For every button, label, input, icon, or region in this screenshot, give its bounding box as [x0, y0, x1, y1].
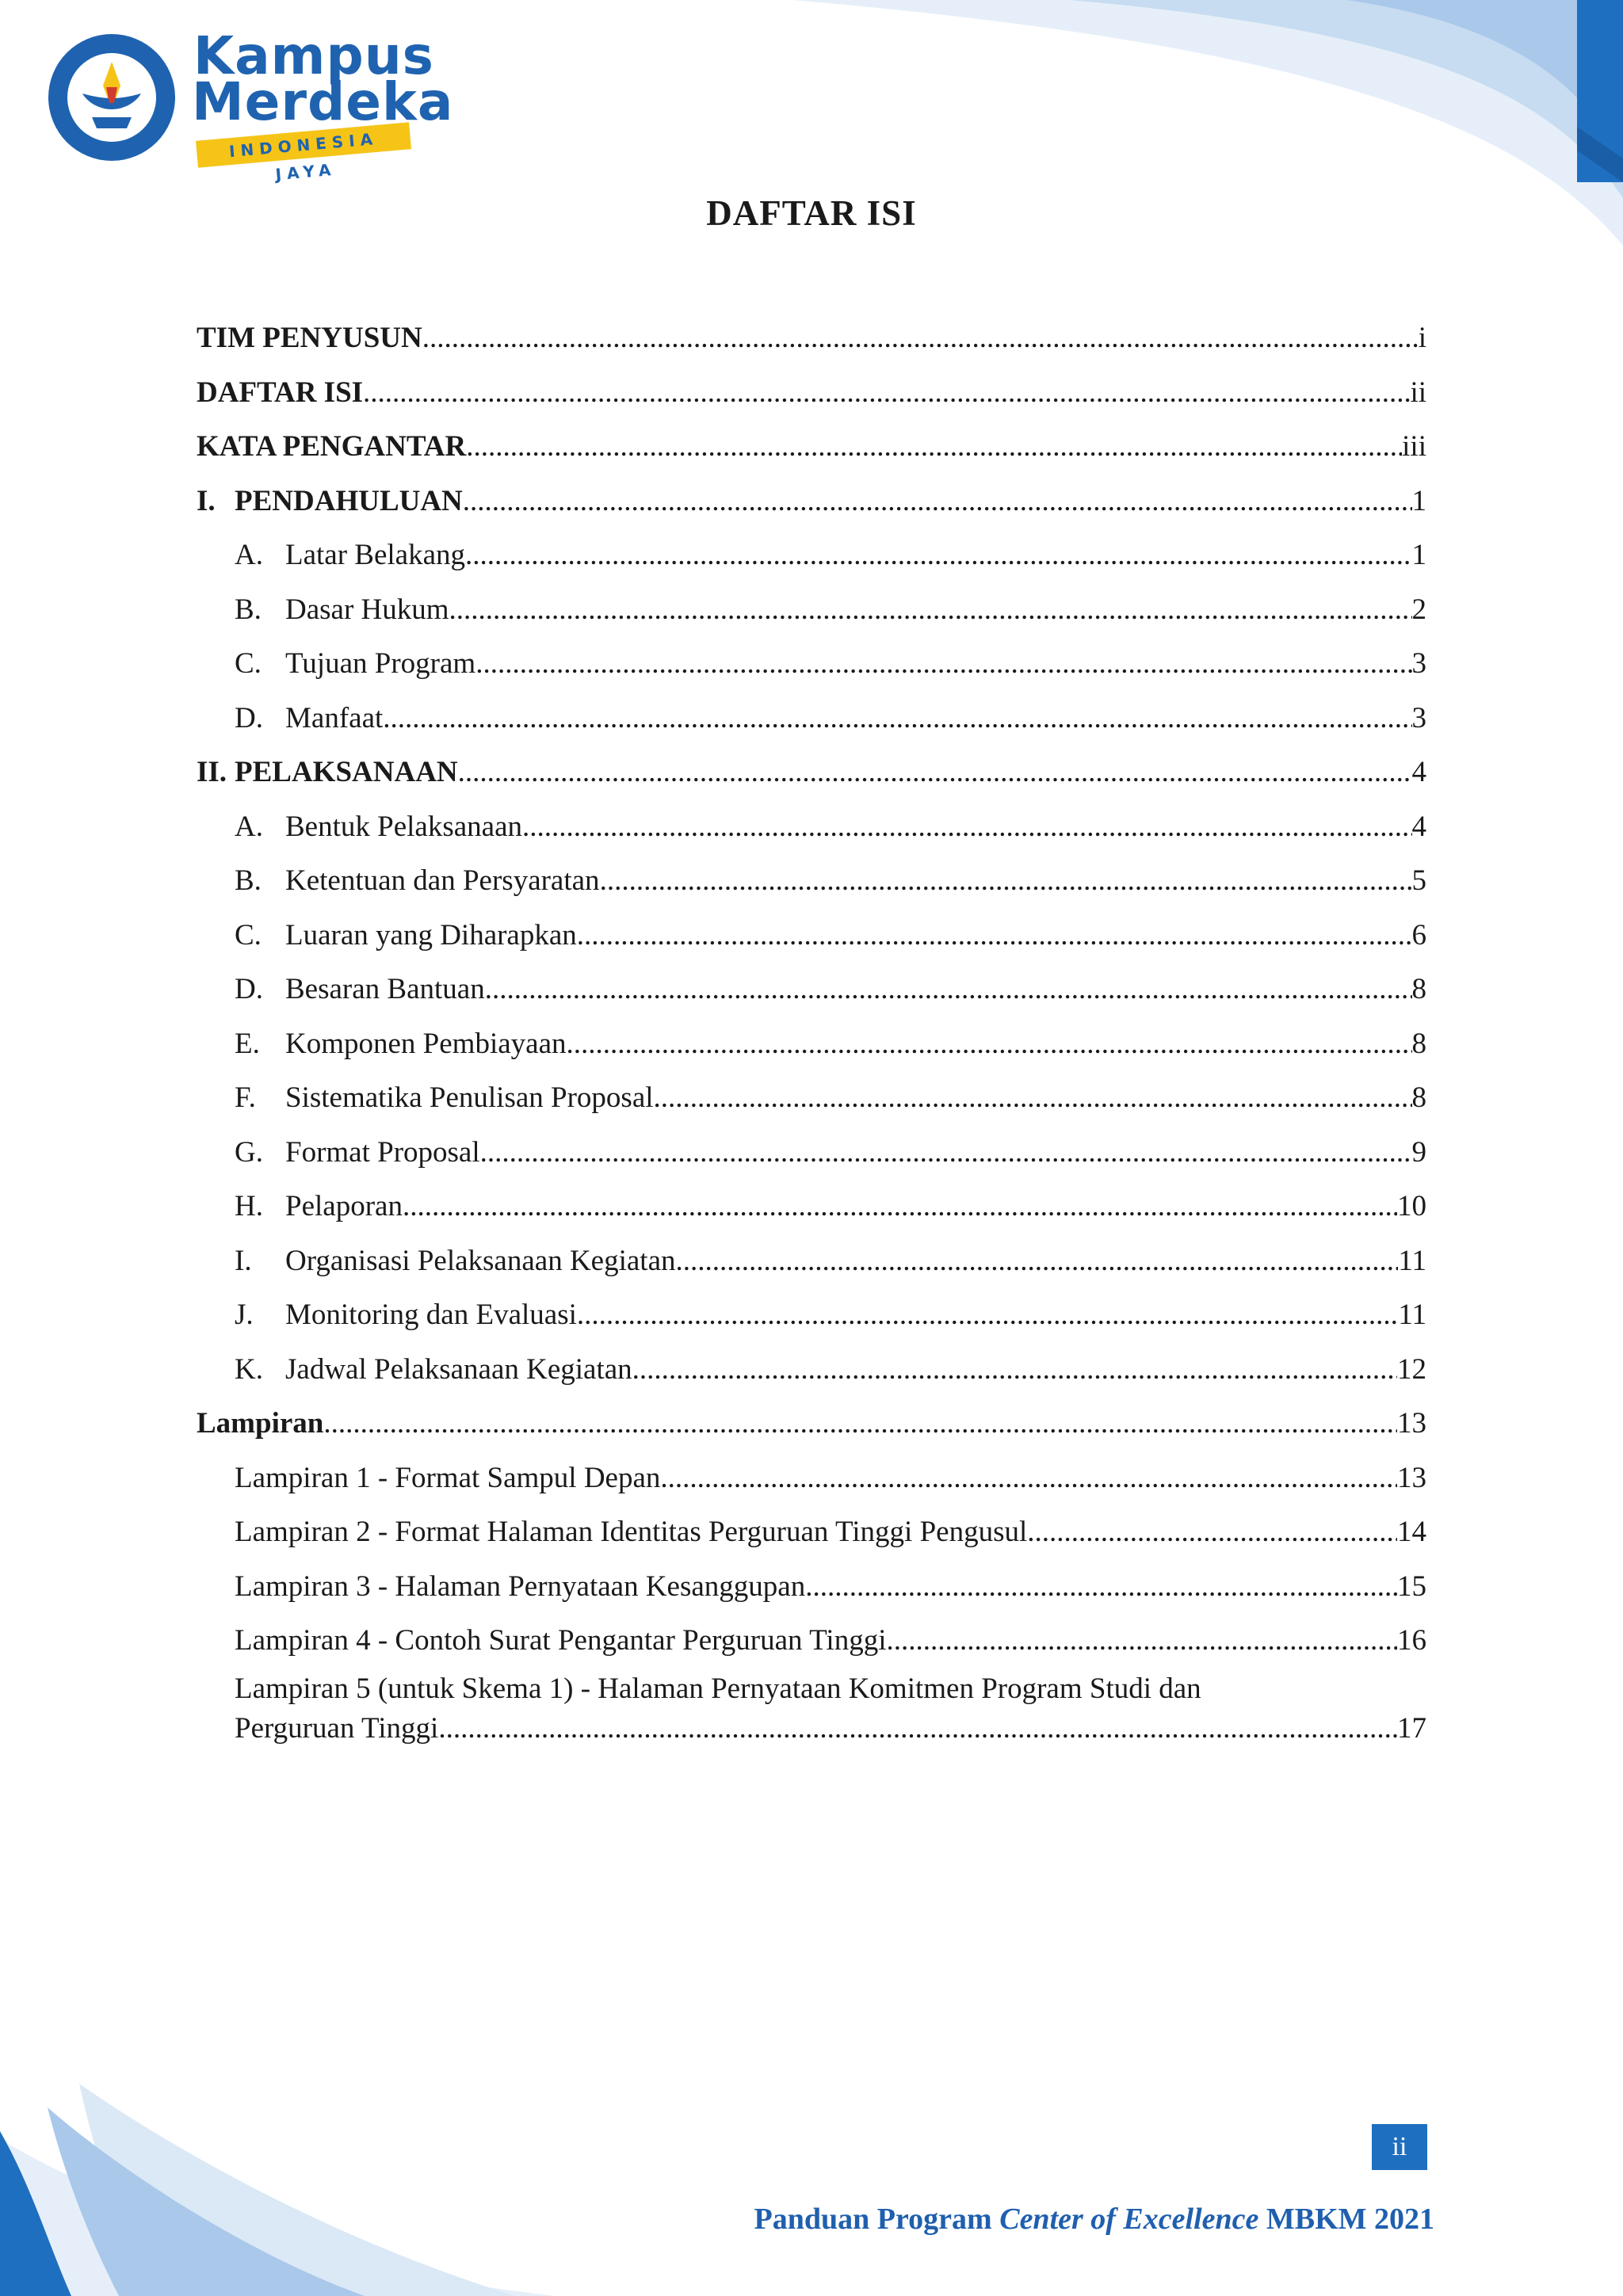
- toc-entry-page: 1: [1411, 539, 1426, 571]
- toc-entry[interactable]: [197, 1026, 1426, 1081]
- toc-entry-title: PELAKSANAAN: [235, 756, 458, 788]
- toc-dot-leader: [660, 1460, 1397, 1497]
- toc-entry[interactable]: [197, 809, 1426, 864]
- toc-entry[interactable]: [197, 1135, 1426, 1189]
- toc-entry-number: I.: [197, 484, 216, 517]
- toc-entry-page: 6: [1411, 918, 1426, 952]
- toc-dot-leader: [323, 1405, 1397, 1442]
- toc-entry-title: Pelaporan: [285, 1190, 403, 1222]
- toc-entry-page: 13: [1397, 1461, 1426, 1494]
- toc-entry-title: Format Proposal: [285, 1135, 480, 1169]
- toc-entry-page: 8: [1411, 1081, 1426, 1114]
- toc-entry-title: Lampiran 1 - Format Sampul Depan: [235, 1461, 661, 1494]
- toc-entry-page: 4: [1411, 810, 1426, 843]
- toc-entry-page: 14: [1397, 1516, 1426, 1548]
- toc-entry[interactable]: [197, 700, 1426, 755]
- toc-entry-page: 13: [1397, 1407, 1426, 1440]
- page-number-badge: ii: [1372, 2124, 1427, 2170]
- toc-dot-leader: [363, 375, 1410, 411]
- toc-entry-number: K.: [235, 1352, 263, 1386]
- logo-title-kampus: Kampus: [193, 25, 434, 86]
- toc-entry-number: A.: [235, 810, 263, 843]
- toc-entry[interactable]: [197, 754, 1426, 809]
- toc-dot-leader: [522, 809, 1412, 845]
- toc-entry-page: 11: [1398, 1244, 1426, 1277]
- toc-dot-leader: [577, 1297, 1398, 1333]
- toc-entry[interactable]: [197, 917, 1426, 972]
- toc-entry-number: G.: [235, 1135, 263, 1169]
- toc-entry-title: Manfaat: [285, 701, 384, 734]
- toc-entry-number: D.: [235, 973, 263, 1005]
- toc-entry-page: ii: [1410, 376, 1426, 409]
- toc-entry-page: 8: [1411, 1027, 1426, 1060]
- toc-entry-title: KATA PENGANTAR: [197, 430, 467, 463]
- toc-entry-page: iii: [1402, 430, 1426, 463]
- toc-entry-title: Latar Belakang: [285, 539, 466, 571]
- toc-entry-title: DAFTAR ISI: [197, 376, 364, 409]
- toc-entry[interactable]: [197, 971, 1426, 1026]
- toc-dot-leader: [887, 1623, 1398, 1659]
- toc-dot-leader: [458, 754, 1412, 791]
- toc-entry[interactable]: [197, 1569, 1426, 1623]
- toc-dot-leader: [567, 1026, 1412, 1062]
- toc-entry-page: 10: [1397, 1190, 1426, 1222]
- toc-entry-page: 5: [1411, 864, 1426, 897]
- toc-dot-leader: [438, 1711, 1397, 1747]
- toc-dot-leader: [466, 429, 1402, 465]
- toc-entry-title: Komponen Pembiayaan: [285, 1027, 567, 1060]
- toc-entry-title: Monitoring dan Evaluasi: [285, 1299, 577, 1331]
- toc-entry-page: 3: [1411, 701, 1426, 734]
- toc-dot-leader: [480, 1135, 1412, 1171]
- toc-entry-title: Luaran yang Diharapkan: [285, 918, 577, 952]
- toc-entry[interactable]: [197, 1623, 1426, 1677]
- toc-entry-title-line1: Lampiran 5 (untuk Skema 1) - Halaman Pernyataan Komitmen Program Studi dan: [235, 1672, 1201, 1705]
- toc-entry[interactable]: [197, 483, 1426, 538]
- toc-entry-number: I.: [235, 1244, 252, 1277]
- toc-entry-number: A.: [235, 539, 263, 571]
- toc-entry-number: C.: [235, 647, 262, 680]
- toc-entry-page: 15: [1397, 1569, 1426, 1603]
- logo-tagline: INDONESIA JAYA: [196, 122, 411, 167]
- toc-entry-page: 3: [1411, 647, 1426, 680]
- toc-entry[interactable]: [197, 592, 1426, 646]
- toc-entry-number: B.: [235, 864, 262, 897]
- toc-entry-page: 16: [1397, 1624, 1426, 1657]
- toc-entry[interactable]: [197, 646, 1426, 700]
- page-title: DAFTAR ISI: [706, 193, 917, 233]
- toc-entry[interactable]: [197, 375, 1426, 429]
- toc-dot-leader: [676, 1243, 1399, 1280]
- toc-entry-title: Lampiran 4 - Contoh Surat Pengantar Perguruan Tinggi: [235, 1624, 887, 1657]
- toc-entry[interactable]: [197, 1080, 1426, 1135]
- toc-dot-leader: [449, 592, 1412, 628]
- toc-entry-number: D.: [235, 701, 263, 734]
- toc-entry-page: 11: [1398, 1299, 1426, 1331]
- toc-dot-leader: [654, 1080, 1412, 1116]
- toc-dot-leader: [475, 646, 1411, 682]
- toc-entry-title: Lampiran 2 - Format Halaman Identitas Perguruan Tinggi Pengusul: [235, 1516, 1028, 1548]
- toc-entry-title: Lampiran 3 - Halaman Pernyataan Kesanggupan: [235, 1569, 806, 1603]
- toc-entry-page: 8: [1411, 973, 1426, 1005]
- toc-dot-leader: [403, 1188, 1397, 1225]
- toc-dot-leader: [422, 320, 1419, 357]
- toc-entry-page: 17: [1397, 1711, 1426, 1745]
- toc-entry-page: 1: [1411, 484, 1426, 517]
- toc-entry[interactable]: [197, 1188, 1426, 1243]
- kampus-merdeka-logo: [44, 25, 454, 185]
- toc-dot-leader: [485, 971, 1412, 1008]
- toc-entry[interactable]: [197, 1460, 1426, 1515]
- toc-entry[interactable]: [197, 1352, 1426, 1406]
- toc-entry-number: II.: [197, 756, 227, 788]
- toc-entry-page: i: [1418, 322, 1426, 354]
- toc-dot-leader: [577, 917, 1412, 954]
- toc-entry[interactable]: [197, 1514, 1426, 1569]
- toc-entry[interactable]: [197, 320, 1426, 375]
- toc-entry-page: 9: [1411, 1135, 1426, 1169]
- toc-entry-title: Ketentuan dan Persyaratan: [285, 864, 600, 897]
- toc-dot-leader: [1027, 1514, 1397, 1550]
- table-of-contents: [197, 320, 1426, 1750]
- toc-entry-title: PENDAHULUAN: [235, 484, 463, 517]
- footer-part-3: MBKM 2021: [1258, 2203, 1434, 2236]
- toc-entry-title: Dasar Hukum: [285, 593, 449, 626]
- toc-entry-page: 12: [1397, 1352, 1426, 1386]
- toc-entry-title: Sistematika Penulisan Proposal: [285, 1081, 654, 1114]
- toc-entry-title-line2: Perguruan Tinggi: [235, 1711, 439, 1745]
- toc-dot-leader: [465, 537, 1411, 574]
- toc-entry-page: 4: [1411, 756, 1426, 788]
- toc-entry-title: TIM PENYUSUN: [197, 322, 422, 354]
- toc-entry[interactable]: [197, 1243, 1426, 1298]
- toc-entry-title: Jadwal Pelaksanaan Kegiatan: [285, 1352, 632, 1386]
- toc-entry[interactable]: [197, 537, 1426, 592]
- toc-dot-leader: [632, 1352, 1397, 1388]
- toc-entry[interactable]: [197, 1405, 1426, 1460]
- toc-entry-number: F.: [235, 1081, 256, 1114]
- toc-entry-title: Bentuk Pelaksanaan: [285, 810, 522, 843]
- logo-title-merdeka: Merdeka: [192, 71, 454, 132]
- toc-entry[interactable]: [197, 863, 1426, 917]
- footer-title: [697, 2202, 1434, 2237]
- tut-wuri-emblem-icon: [44, 30, 179, 165]
- toc-entry-title: Besaran Bantuan: [285, 973, 485, 1005]
- footer-part-1: Panduan Program: [754, 2203, 1000, 2236]
- toc-entry-page: 2: [1411, 593, 1426, 626]
- toc-dot-leader: [383, 700, 1411, 737]
- toc-entry-number: B.: [235, 593, 262, 626]
- toc-entry[interactable]: [197, 429, 1426, 483]
- toc-entry[interactable]: [197, 1671, 1426, 1750]
- toc-entry-number: C.: [235, 918, 262, 952]
- toc-dot-leader: [805, 1569, 1397, 1605]
- toc-entry-title: Tujuan Program: [285, 647, 476, 680]
- toc-entry-title: Lampiran: [197, 1407, 324, 1440]
- toc-entry[interactable]: [197, 1297, 1426, 1352]
- toc-entry-number: E.: [235, 1027, 260, 1060]
- toc-dot-leader: [600, 863, 1412, 899]
- toc-entry-line2: [235, 1711, 1426, 1747]
- toc-entry-number: J.: [235, 1299, 254, 1331]
- toc-dot-leader: [463, 483, 1412, 520]
- footer-part-2: Center of Excellence: [999, 2203, 1259, 2236]
- toc-entry-title: Organisasi Pelaksanaan Kegiatan: [285, 1244, 676, 1277]
- toc-entry-number: H.: [235, 1190, 263, 1222]
